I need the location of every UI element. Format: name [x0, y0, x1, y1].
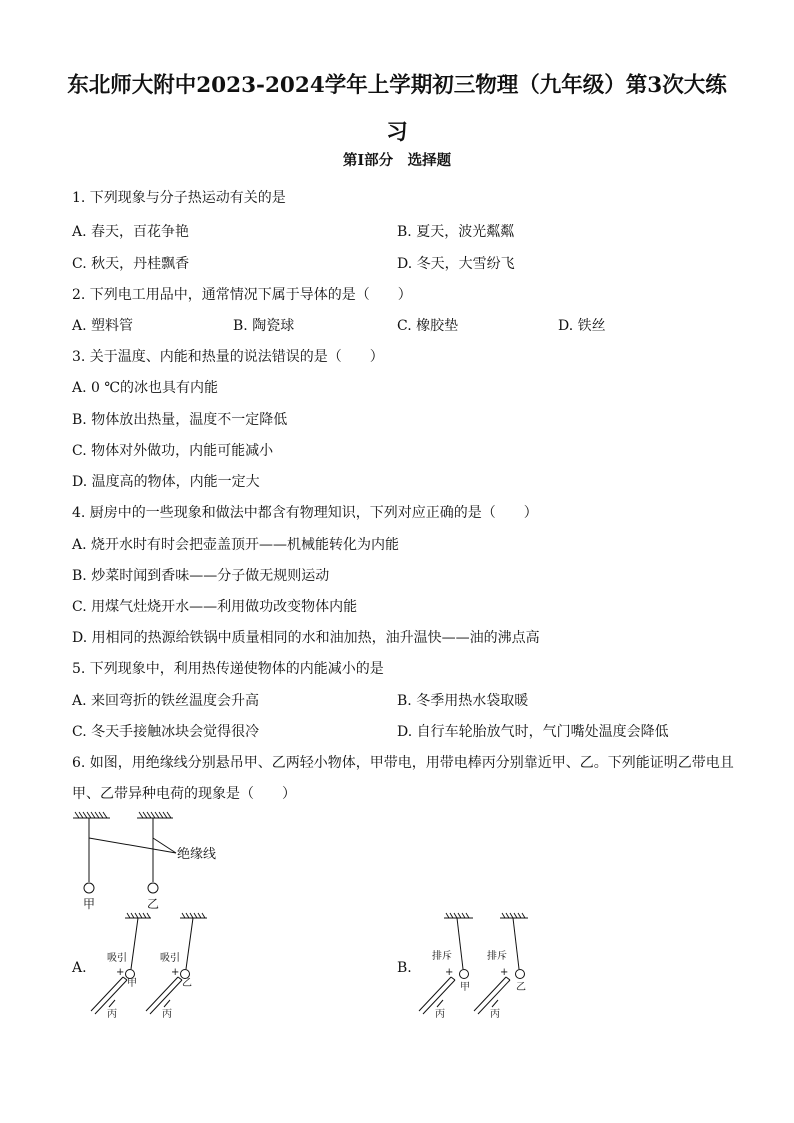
label-plus-2: + [171, 967, 180, 978]
figure-option-b-repel [410, 910, 570, 1020]
label-yi-b: 乙 [516, 982, 526, 993]
label-repel-2: 排斥 [487, 951, 507, 962]
question-3-option-a: A. 0 ℃的冰也具有内能 [72, 380, 219, 396]
label-plus-1: + [116, 967, 125, 978]
question-5-option-b: B. 冬季用热水袋取暖 [397, 693, 529, 709]
question-1-option-c: C. 秋天，丹桂飘香 [72, 256, 190, 272]
label-jia-a: 甲 [127, 978, 137, 989]
question-4-option-a: A. 烧开水时有时会把壶盖顶开——机械能转化为内能 [72, 537, 400, 553]
question-4-option-c: C. 用煤气灶烧开水——利用做功改变物体内能 [72, 599, 358, 615]
page-title: 东北师大附中2023-2024学年上学期初三物理（九年级）第3次大练习 [67, 73, 727, 145]
question-6-option-b: B. [397, 960, 412, 976]
question-2-option-a: A. 塑料管 [72, 318, 134, 334]
question-2-stem: 2. 下列电工用品中，通常情况下属于导体的是（ ） [72, 287, 412, 303]
question-3-stem: 3. 关于温度、内能和热量的说法错误的是（ ） [72, 349, 384, 365]
question-2-option-c: C. 橡胶垫 [397, 318, 459, 334]
question-2-option-b: B. 陶瓷球 [233, 318, 295, 334]
label-jia: 甲 [83, 897, 96, 911]
label-attract-1: 吸引 [107, 953, 127, 964]
label-bing-a1: 丙 [107, 1009, 117, 1020]
question-4-option-b: B. 炒菜时闻到香味——分子做无规则运动 [72, 568, 330, 584]
label-plus-b1: + [445, 967, 454, 978]
question-1-option-d: D. 冬天，大雪纷飞 [397, 256, 515, 272]
figure-suspended-objects [60, 808, 260, 913]
question-1-option-a: A. 春天，百花争艳 [72, 224, 190, 240]
question-4-option-d: D. 用相同的热源给铁锅中质量相同的水和油加热，油升温快——油的沸点高 [72, 630, 540, 646]
question-6-stem: 6. 如图，用绝缘线分别悬吊甲、乙两轻小物体，甲带电，用带电棒丙分别靠近甲、乙。下列能证明乙带电且甲、乙带异种电荷的现象是（ ） [72, 755, 734, 802]
question-5-option-c: C. 冬天手接触冰块会觉得很冷 [72, 724, 260, 740]
figure-option-a-attract [85, 910, 245, 1020]
label-yi: 乙 [147, 897, 160, 911]
label-insulator: 绝缘线 [177, 847, 217, 862]
question-4-stem: 4. 厨房中的一些现象和做法中都含有物理知识，下列对应正确的是（ ） [72, 505, 538, 521]
question-2-option-d: D. 铁丝 [558, 318, 606, 334]
question-5-option-d: D. 自行车轮胎放气时，气门嘴处温度会降低 [397, 724, 669, 740]
label-plus-b2: + [500, 967, 509, 978]
label-jia-b: 甲 [460, 982, 470, 993]
question-3-option-c: C. 物体对外做功，内能可能减小 [72, 443, 274, 459]
question-6-option-a: A. [72, 960, 87, 976]
question-3-option-b: B. 物体放出热量，温度不一定降低 [72, 412, 288, 428]
label-yi-a: 乙 [182, 978, 192, 989]
label-attract-2: 吸引 [160, 953, 180, 964]
question-1-option-b: B. 夏天，波光粼粼 [397, 224, 515, 240]
question-5-stem: 5. 下列现象中，利用热传递使物体的内能减小的是 [72, 661, 384, 677]
label-repel-1: 排斥 [432, 951, 452, 962]
question-1-stem: 1. 下列现象与分子热运动有关的是 [72, 190, 286, 206]
label-bing-a2: 丙 [162, 1009, 172, 1020]
label-bing-b2: 丙 [490, 1009, 500, 1020]
label-bing-b1: 丙 [435, 1009, 445, 1020]
question-5-option-a: A. 来回弯折的铁丝温度会升高 [72, 693, 260, 709]
question-3-option-d: D. 温度高的物体，内能一定大 [72, 474, 260, 490]
section-heading: 第Ⅰ部分 选择题 [342, 152, 452, 169]
